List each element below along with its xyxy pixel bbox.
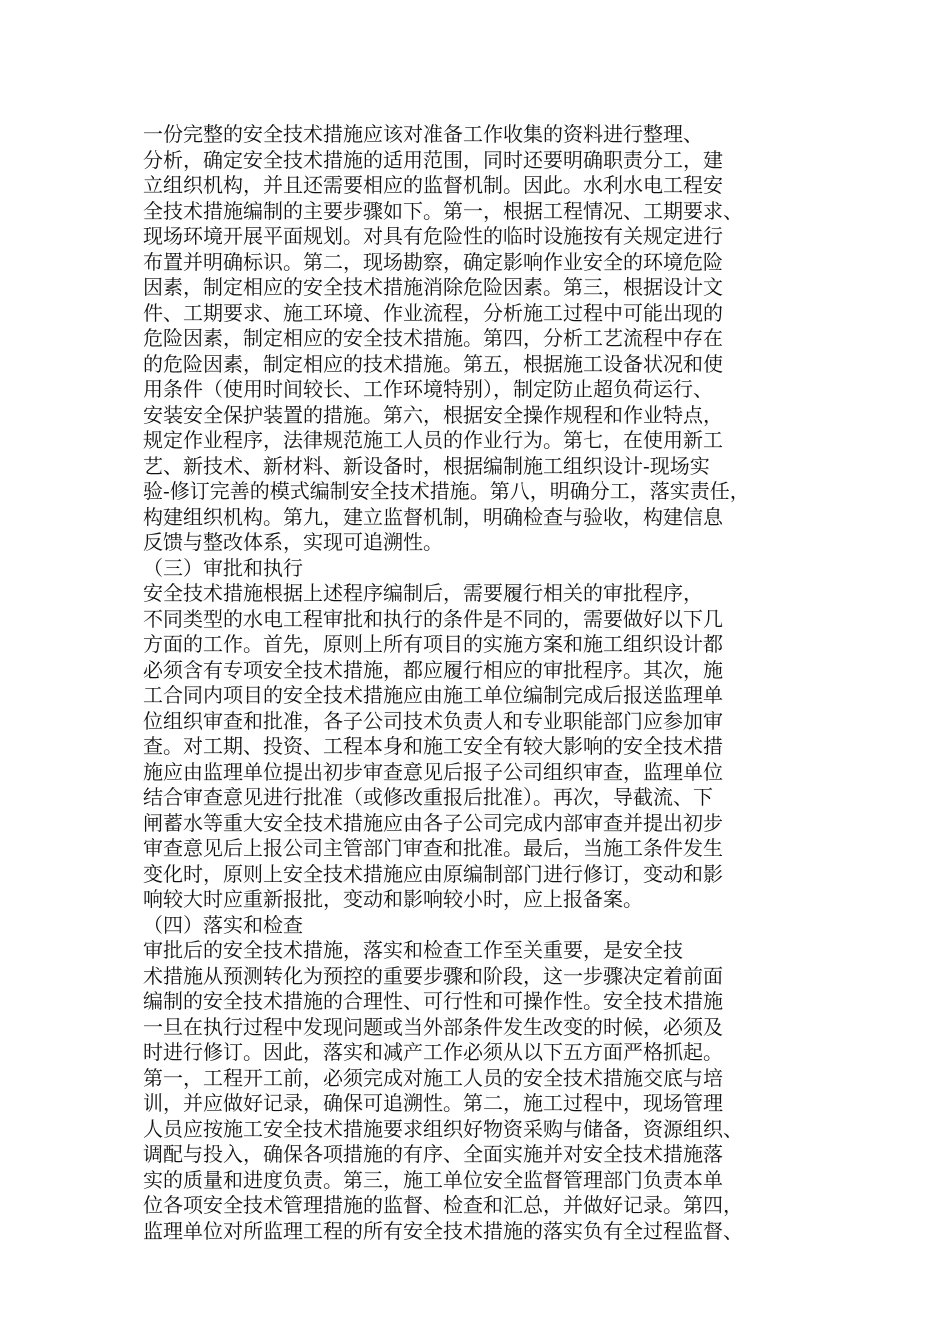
text-line: 艺、新技术、新材料、新设备时，根据编制施工组织设计-现场实 (143, 453, 710, 478)
text-line: 因素，制定相应的安全技术措施消除危险因素。第三，根据设计文 (143, 275, 723, 299)
text-line: 变化时，原则上安全技术措施应由原编制部门进行修订，变动和影 (143, 861, 723, 886)
text-line: 分析，确定安全技术措施的适用范围，同时还要明确职责分工，建 (143, 147, 723, 172)
text-line: 一旦在执行过程中发现问题或当外部条件发生改变的时候，必须及 (143, 1014, 723, 1039)
text-line: 必须含有专项安全技术措施，都应履行相应的审批程序。其次，施 (143, 657, 723, 682)
text-line: 安全技术措施根据上述程序编制后，需要履行相关的审批程序， (143, 581, 703, 605)
text-line: 立组织机构，并且还需要相应的监督机制。因此。水利水电工程安 (143, 173, 723, 197)
text-line: 反馈与整改体系，实现可追溯性。 (143, 530, 443, 554)
text-line: 实的质量和进度负责。第三，施工单位安全监督管理部门负责本单 (143, 1167, 723, 1192)
text-line: 危险因素，制定相应的安全技术措施。第四，分析工艺流程中存在 (143, 326, 723, 350)
text-line: 用条件（使用时间较长、工作环境特别），制定防止超负荷运行、 (143, 377, 713, 401)
text-line: 验-修订完善的模式编制安全技术措施。第八，明确分工，落实责任， (143, 479, 750, 503)
section-heading: （三）审批和执行 (143, 555, 303, 580)
text-line: 监理单位对所监理工程的所有安全技术措施的落实负有全过程监督、 (143, 1218, 743, 1243)
text-line: 位组织审查和批准，各子公司技术负责人和专业职能部门应参加审 (143, 708, 723, 733)
text-line: 审批后的安全技术措施，落实和检查工作至关重要，是安全技 (143, 938, 683, 962)
text-line: 的危险因素，制定相应的技术措施。第五，根据施工设备状况和使 (143, 351, 723, 376)
text-line: 调配与投入，确保各项措施的有序、全面实施并对安全技术措施落 (143, 1142, 723, 1166)
text-line: 工合同内项目的安全技术措施应由施工单位编制完成后报送监理单 (143, 683, 723, 707)
text-line: 方面的工作。首先，原则上所有项目的实施方案和施工组织设计都 (143, 632, 723, 656)
text-line: 结合审查意见进行批准（或修改重报后批准）。再次，导截流、下 (143, 785, 713, 809)
text-line: 响较大时应重新报批，变动和影响较小时，应上报备案。 (143, 887, 643, 911)
section-heading: （四）落实和检查 (143, 912, 303, 937)
text-line: 审查意见后上报公司主管部门审查和批准。最后，当施工条件发生 (143, 836, 723, 860)
text-line: 时进行修订。因此，落实和减产工作必须从以下五方面严格抓起。 (143, 1040, 723, 1064)
text-line: 人员应按施工安全技术措施要求组织好物资采购与储备，资源组织、 (143, 1116, 743, 1141)
text-line: 查。对工期、投资、工程本身和施工安全有较大影响的安全技术措 (143, 734, 723, 758)
text-line: 布置并明确标识。第二，现场勘察，确定影响作业安全的环境危险 (143, 249, 723, 274)
text-line: 不同类型的水电工程审批和执行的条件是不同的，需要做好以下几 (143, 606, 723, 631)
text-line: 闸蓄水等重大安全技术措施应由各子公司完成内部审查并提出初步 (143, 810, 723, 835)
document-body (143, 122, 823, 1244)
text-line: 现场环境开展平面规划。对具有危险性的临时设施按有关规定进行 (143, 224, 723, 248)
text-line: 件、工期要求、施工环境、作业流程，分析施工过程中可能出现的 (143, 300, 723, 325)
text-line: 规定作业程序，法律规范施工人员的作业行为。第七，在使用新工 (143, 428, 723, 452)
text-line: 全技术措施编制的主要步骤如下。第一，根据工程情况、工期要求、 (143, 198, 743, 223)
text-line: 术措施从预测转化为预控的重要步骤和阶段，这一步骤决定着前面 (143, 963, 723, 988)
text-line: 编制的安全技术措施的合理性、可行性和可操作性。安全技术措施 (143, 989, 723, 1013)
text-line: 训，并应做好记录，确保可追溯性。第二，施工过程中，现场管理 (143, 1091, 723, 1115)
text-line: 安装安全保护装置的措施。第六，根据安全操作规程和作业特点， (143, 402, 723, 427)
text-line: 位各项安全技术管理措施的监督、检查和汇总，并做好记录。第四， (143, 1193, 743, 1217)
text-line: 施应由监理单位提出初步审查意见后报子公司组织审查，监理单位 (143, 759, 723, 784)
text-line: 构建组织机构。第九，建立监督机制，明确检查与验收，构建信息 (143, 504, 723, 529)
text-line: 一份完整的安全技术措施应该对准备工作收集的资料进行整理、 (143, 122, 703, 146)
text-line: 第一，工程开工前，必须完成对施工人员的安全技术措施交底与培 (143, 1065, 723, 1090)
